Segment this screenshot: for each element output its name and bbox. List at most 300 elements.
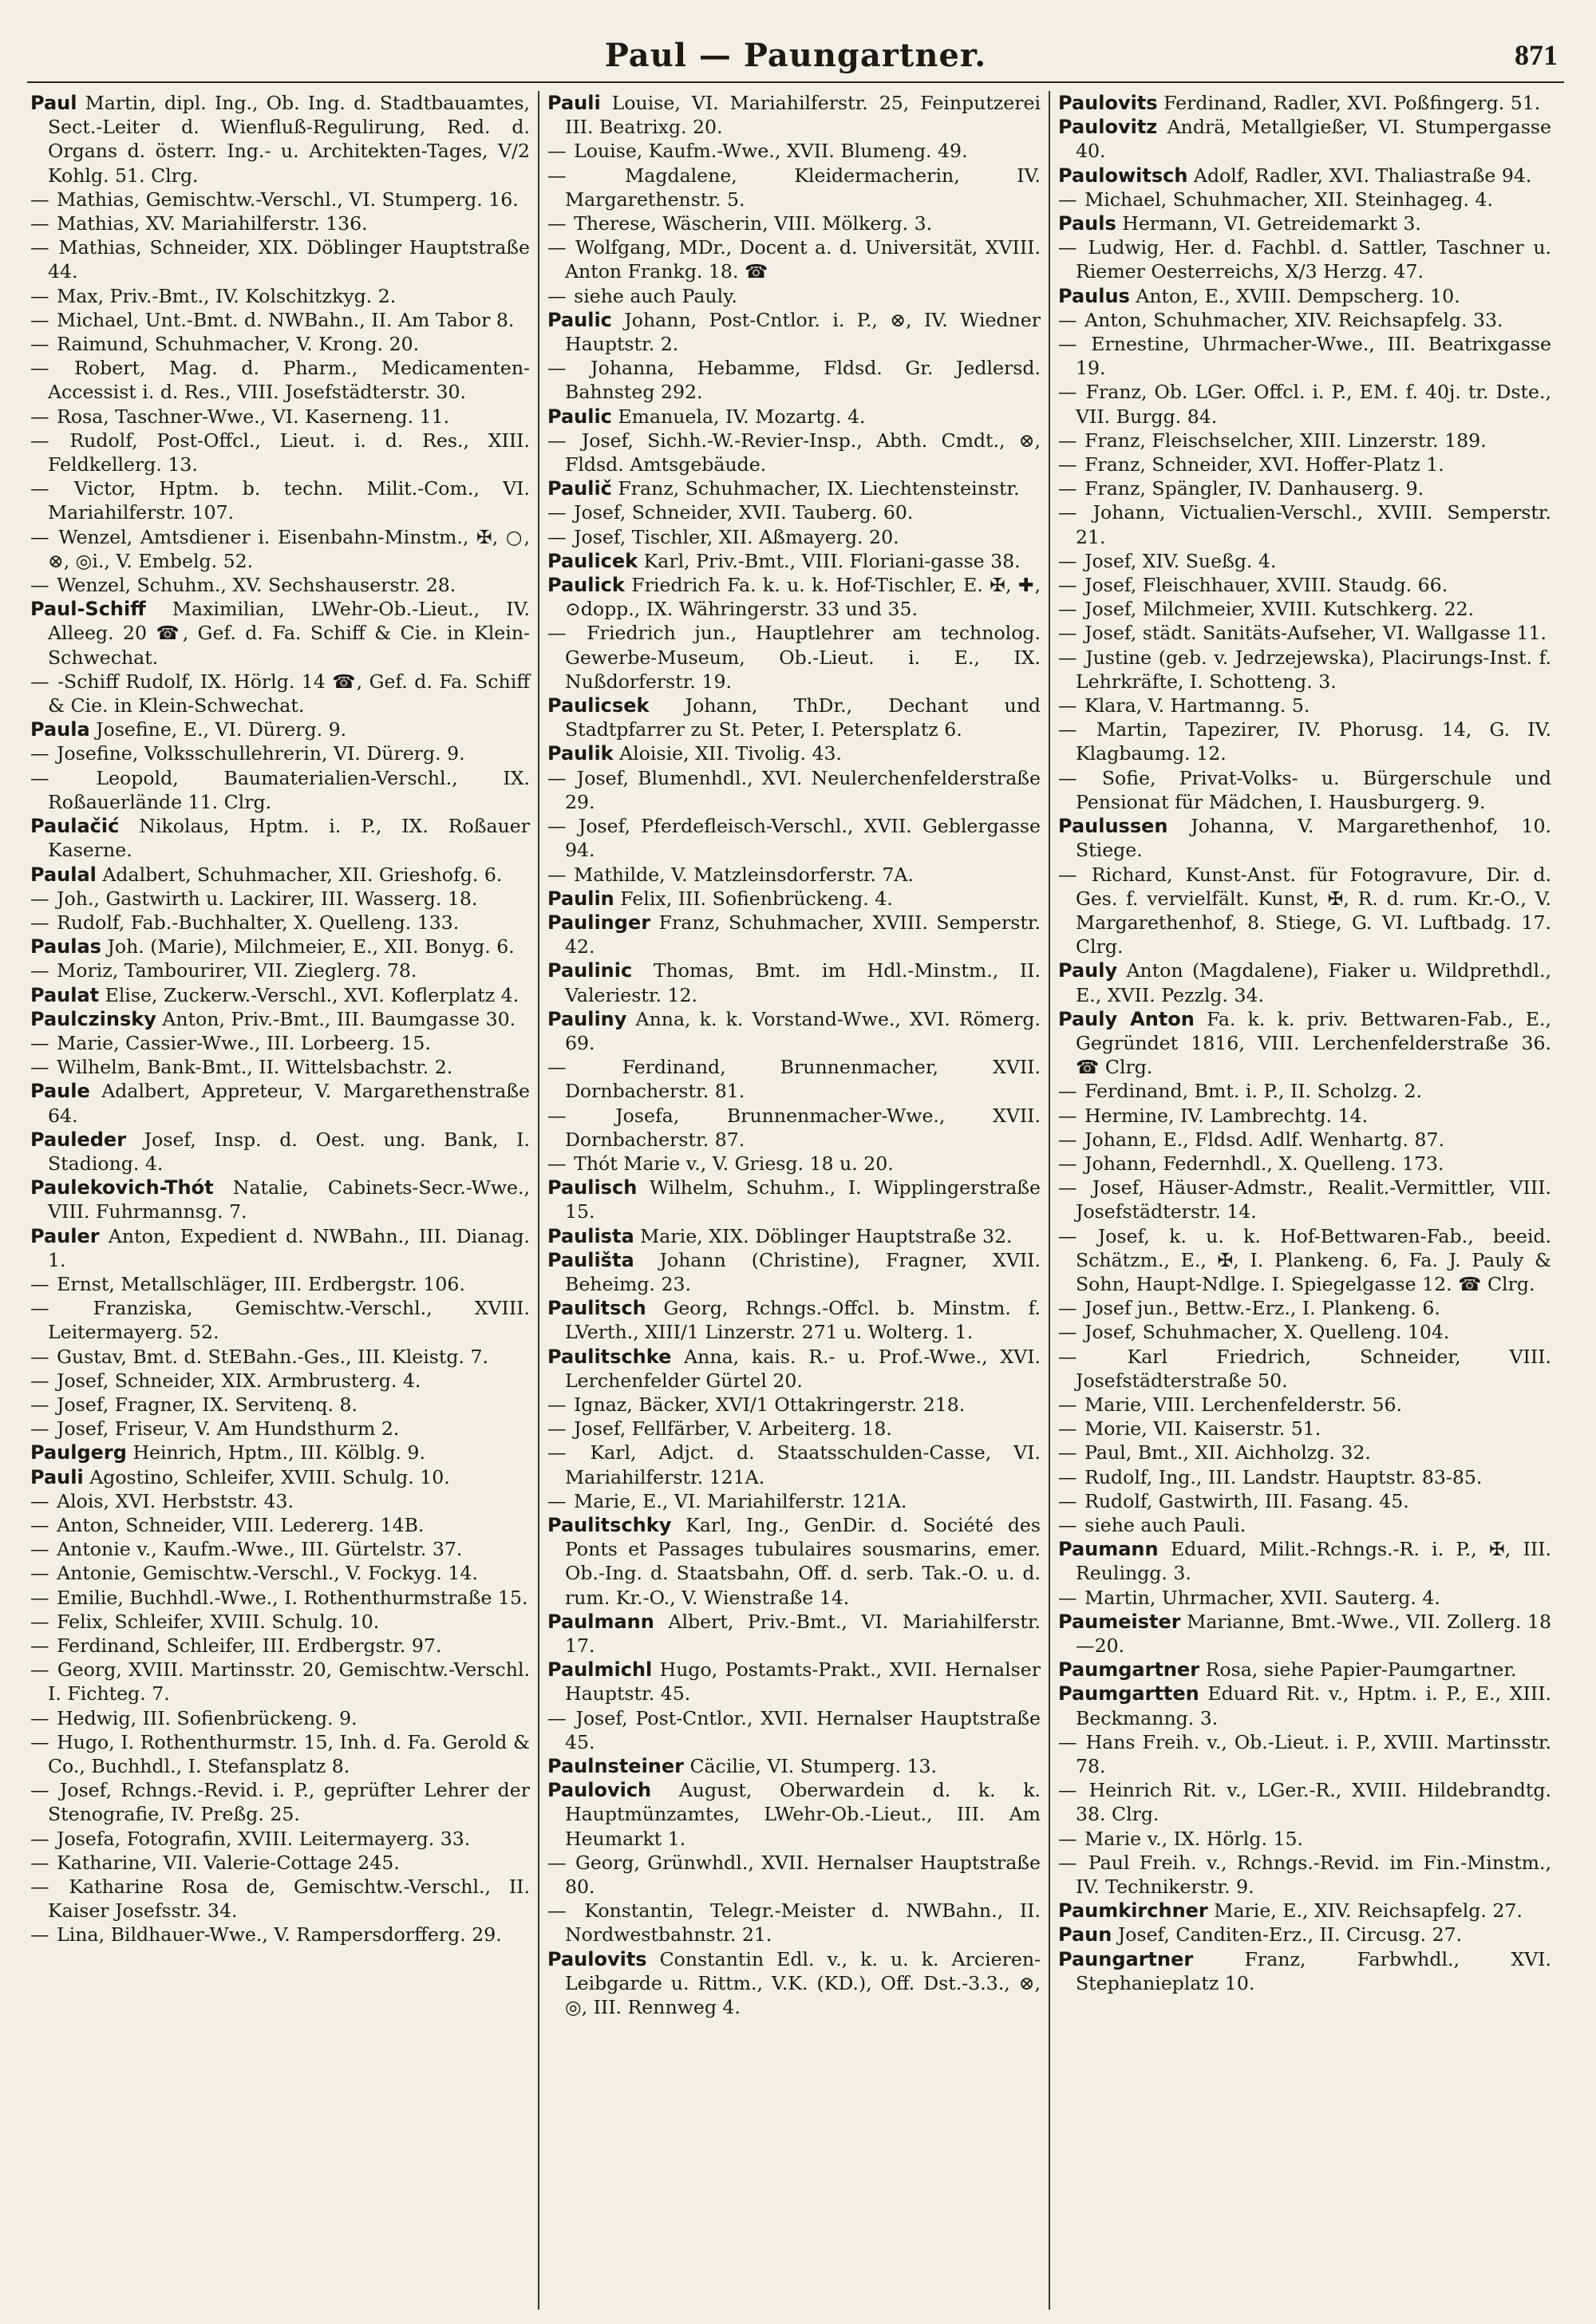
entry-surname: Paulinic [547,959,633,982]
ditto-dash: — [1058,718,1095,741]
directory-subentry [30,958,530,982]
entry-text: Josefine, Volksschullehrerin, VI. Dürerg. 9. [57,742,465,765]
entry-text: Thót Marie v., V. Griesg. 18 u. 20. [574,1152,894,1175]
directory-subentry [547,429,1041,476]
directory-subentry [30,766,530,814]
entry-text: Ferdinand, Brunnenmacher, XVII. Dornbacherstr. 81. [565,1056,1041,1103]
directory-entry [30,863,530,887]
entry-text: Hugo, Postamts-Prakt., XVII. Hernalser Hauptstr. 45. [565,1658,1041,1705]
directory-subentry [30,1778,530,1826]
directory-subentry [1058,188,1551,211]
ditto-dash: — [1058,574,1084,597]
entry-surname: Paulat [30,983,100,1006]
ditto-dash: — [30,1417,56,1441]
entry-text: Marie v., IX. Hörlg. 15. [1084,1827,1303,1850]
ditto-dash: — [30,477,73,500]
ditto-dash: — [547,140,573,163]
directory-entry [547,694,1041,741]
entry-text: Josef, Fellfärber, V. Arbeiterg. 18. [574,1417,892,1441]
entry-text: Victor, Hptm. b. techn. Milit.-Com., VI. Mariahilferstr. 107. [48,477,530,524]
entry-text: Ernst, Metallschläger, III. Erdbergstr. 106. [57,1272,465,1295]
entry-text: Karl, Adjct. d. Staatsschulden-Casse, VI. Mariahilferstr. 121A. [565,1441,1041,1488]
entry-text: Marie, E., VI. Mariahilferstr. 121A. [574,1489,907,1512]
directory-subentry [30,1369,530,1393]
ditto-dash: — [1058,477,1084,500]
entry-text: Josefa, Brunnenmacher-Wwe., XVII. Dornbacherstr. 87. [565,1104,1041,1151]
entry-text: Josef, XIV. Sueßg. 4. [1084,549,1277,572]
entry-text: Joh. (Marie), Milchmeier, E., XII. Bonyg. 6. [107,935,515,958]
entry-text: Moriz, Tambourirer, VII. Zieglerg. 78. [57,959,417,982]
entry-text: Friedrich jun., Hauptlehrer am technolog. Gewerbe-Museum, Ob.-Lieut. i. E., IX. Nußdorferstr. 19. [565,622,1041,693]
entry-text: Elise, Zuckerw.-Verschl., XVI. Koflerplatz 4. [105,983,519,1006]
entry-text: Wolfgang, MDr., Docent a. d. Universität, XVIII. Anton Frankg. 18. ☎ [565,236,1041,283]
entry-text: Georg, Grünwhdl., XVII. Hernalser Hauptstraße 80. [565,1851,1041,1899]
entry-text: Konstantin, Telegr.-Meister d. NWBahn., II. Nordwestbahnstr. 21. [565,1899,1041,1947]
entry-text: Franz, Fleischselcher, XIII. Linzerstr. 189. [1084,429,1487,452]
ditto-dash: — [1058,308,1084,331]
entry-text: Johanna, Hebamme, Fldsd. Gr. Jedlersd. Bahnsteg 292. [565,357,1041,404]
directory-subentry [1058,380,1551,428]
directory-entry [30,1128,530,1176]
directory-entry [30,91,530,188]
directory-subentry [30,1923,530,1947]
directory-subentry [1058,621,1551,645]
entry-surname: Paulic [547,308,612,331]
directory-subentry [30,1296,530,1344]
directory-subentry [1058,1128,1551,1152]
entry-text: Thomas, Bmt. im Hdl.-Minstm., II. Valeriestr. 12. [565,959,1041,1006]
directory-entry [1058,1899,1551,1923]
entry-text: Josef, Canditen-Erz., II. Circusg. 27. [1117,1923,1463,1947]
entry-text: Anton (Magdalene), Fiaker u. Wildprethdl., E., XVII. Pezzlg. 34. [1076,959,1551,1006]
ditto-dash: — [1058,766,1100,789]
directory-subentry [1058,863,1551,959]
entry-surname: Paulas [30,935,101,958]
ditto-dash: — [547,815,577,838]
directory-subentry [547,621,1041,694]
directory-subentry [1058,1152,1551,1176]
directory-subentry [30,1513,530,1537]
ditto-dash: — [547,1706,575,1729]
ditto-dash: — [1058,1851,1087,1874]
entry-text: Hugo, I. Rothenthurmstr. 15, Inh. d. Fa. Gerold & Co., Buchhdl., I. Stefansplatz 8. [48,1730,530,1778]
entry-text: Franz, Schuhmacher, IX. Liechtensteinstr. [618,477,1020,500]
page-number: 871 [1515,39,1558,71]
entry-surname: Paulmann [547,1610,654,1633]
ditto-dash: — [30,525,57,548]
entry-text: Josef, Blumenhdl., XVI. Neulerchenfelderstraße 29. [565,766,1041,813]
entry-text: Maximilian, LWehr-Ob.-Lieut., IV. Alleeg. 20 ☎, Gef. d. Fa. Schiff & Cie. in Klein-Schwechat. [48,598,530,669]
entry-surname: Paumkirchner [1058,1899,1208,1923]
column-2 [538,91,1049,2310]
directory-entry [547,741,1041,765]
entry-text: Josef, Tischler, XII. Aßmayerg. 20. [574,525,899,548]
directory-entry [1058,284,1551,308]
entry-text: Josef, städt. Sanitäts-Aufseher, VI. Wallgasse 11. [1084,622,1547,645]
ditto-dash: — [30,212,56,235]
directory-entry [547,549,1041,573]
directory-subentry [30,1706,530,1730]
directory-entry [547,1610,1041,1658]
entry-text: Rudolf, Ing., III. Landstr. Hauptstr. 83-85. [1084,1465,1483,1488]
entry-text: Anna, k. k. Vorstand-Wwe., XVI. Römerg. 69. [565,1007,1041,1054]
entry-text: Raimund, Schuhmacher, V. Krong. 20. [57,333,420,356]
entry-text: Mathias, Schneider, XIX. Döblinger Hauptstraße 44. [48,236,531,283]
entry-text: Johann, Post-Cntlor. i. P., ⊗, IV. Wiedner Hauptstr. 2. [565,308,1041,356]
ditto-dash: — [30,188,56,211]
ditto-dash: — [1058,1128,1084,1151]
entry-surname: Paul [30,92,77,114]
directory-subentry [30,1561,530,1585]
entry-text: Emanuela, IV. Mozartg. 4. [618,405,866,428]
directory-entry [1058,91,1551,115]
ditto-dash: — [1058,1224,1096,1247]
directory-entry [30,935,530,958]
directory-entry [1058,1007,1551,1080]
entry-text: Rudolf, Fab.-Buchhalter, X. Quelleng. 133. [57,911,460,934]
ditto-dash: — [547,622,586,645]
directory-subentry [1058,1513,1551,1537]
directory-subentry [547,1152,1041,1176]
ditto-dash: — [1058,1321,1084,1344]
ditto-dash: — [1058,1730,1084,1753]
directory-entry [30,717,530,741]
directory-subentry [547,500,1041,524]
entry-text: Hermine, IV. Lambrechtg. 14. [1084,1104,1369,1127]
entry-text: Ignaz, Bäcker, XVI/1 Ottakringerstr. 218. [574,1393,966,1416]
ditto-dash: — [1058,1297,1084,1320]
entry-text: Justine (geb. v. Jedrzejewska), Placirungs-Inst. f. Lehrkräfte, I. Schotteng. 3. [1076,646,1551,693]
directory-entry [547,1947,1041,2020]
ditto-dash: — [547,1417,573,1441]
ditto-dash: — [547,1851,574,1874]
directory-subentry [547,1489,1041,1513]
ditto-dash: — [30,766,95,789]
entry-surname: Paulczinsky [30,1007,156,1030]
entry-surname: Paulista [547,1224,634,1247]
entry-text: Karl Friedrich, Schneider, VIII. Josefstädterstraße 50. [1076,1345,1551,1392]
columns [27,91,1564,2310]
ditto-dash: — [1058,1513,1084,1536]
directory-entry [1058,958,1551,1006]
entry-surname: Paulowitsch [1058,164,1188,187]
ditto-dash: — [547,1441,589,1464]
entry-surname: Paulick [547,574,625,597]
entry-text: Adalbert, Schuhmacher, XII. Grieshofg. 6. [102,863,503,886]
entry-surname: Pauly Anton [1058,1007,1195,1030]
directory-subentry [547,1706,1041,1754]
directory-subentry [30,356,530,404]
directory-subentry [547,139,1041,163]
entry-text: Heinrich Rit. v., LGer.-R., XVIII. Hildebrandtg. 38. Clrg. [1076,1779,1551,1826]
ditto-dash: — [547,236,574,259]
ditto-dash: — [1058,863,1090,886]
entry-text: Morie, VII. Kaiserstr. 51. [1084,1417,1321,1441]
ditto-dash: — [547,1393,573,1416]
directory-subentry [1058,500,1551,548]
directory-entry [30,597,530,670]
entry-text: Franz, Farbwhdl., XVI. Stephanieplatz 10. [1076,1947,1551,1994]
entry-text: Josef, Pferdefleisch-Verschl., XVII. Geblergasse 94. [565,815,1041,862]
directory-subentry [30,1393,530,1417]
directory-subentry [30,573,530,597]
entry-text: Eduard Rit. v., Hptm. i. P., E., XIII. Beckmanng. 3. [1076,1682,1552,1729]
entry-text: Ludwig, Her. d. Fachbl. d. Sattler, Taschner u. Riemer Oesterreichs, X/3 Herzg. 47. [1076,236,1552,283]
entry-text: siehe auch Pauly. [574,284,737,307]
entry-text: Josef, Schneider, XVII. Tauberg. 60. [574,501,914,524]
ditto-dash: — [547,284,573,307]
entry-text: Anton, Schuhmacher, XIV. Reichsapfelg. 33. [1084,308,1503,331]
directory-subentry [547,235,1041,283]
entry-text: Gustav, Bmt. d. StEBahn.-Ges., III. Kleistg. 7. [57,1345,489,1368]
ditto-dash: — [30,574,56,597]
directory-entry [547,91,1041,139]
entry-text: Emilie, Buchhdl.-Wwe., I. Rothenthurmstraße 15. [57,1586,528,1609]
directory-entry [547,1658,1041,1705]
directory-subentry [1058,429,1551,453]
entry-text: Martin, Uhrmacher, XVII. Sauterg. 4. [1084,1586,1440,1609]
directory-subentry [30,1345,530,1369]
entry-text: Hermann, VI. Getreidemarkt 3. [1122,212,1421,235]
entry-text: Friedrich Fa. k. u. k. Hof-Tischler, E. ✠, ✚, ⊙dopp., IX. Währingerstr. 33 und 35. [565,574,1041,621]
directory-subentry [1058,1778,1551,1826]
entry-text: Magdalene, Kleidermacherin, IV. Margarethenstr. 5. [565,164,1041,211]
directory-subentry [1058,453,1551,476]
entry-text: Franz, Spängler, IV. Danhauserg. 9. [1084,477,1424,500]
directory-entry [1058,814,1551,862]
entry-text: siehe auch Pauli. [1084,1513,1246,1536]
entry-text: Louise, VI. Mariahilferstr. 25, Feinputzerei III. Beatrixg. 20. [565,92,1041,139]
entry-surname: Paulovich [547,1779,652,1802]
directory-entry [1058,1658,1551,1682]
entry-text: Paul, Bmt., XII. Aichholzg. 32. [1084,1441,1371,1464]
entry-text: Cäcilie, VI. Stumperg. 13. [689,1755,937,1778]
ditto-dash: — [1058,1489,1084,1512]
directory-entry [547,1007,1041,1055]
ditto-dash: — [1058,549,1084,572]
entry-surname: Paulisch [547,1176,638,1200]
entry-text: Paul Freih. v., Rchngs.-Revid. im Fin.-Minstm., IV. Technikerstr. 9. [1076,1851,1551,1899]
page-title: Paul — Paungartner. [604,37,987,74]
entry-text: Josef, Sichh.-W.-Revier-Insp., Abth. Cmdt., ⊗, Fldsd. Amtsgebäude. [565,429,1041,476]
entry-text: Josef, Fragner, IX. Servitenq. 8. [57,1393,358,1416]
directory-subentry [30,1634,530,1658]
entry-text: Max, Priv.-Bmt., IV. Kolschitzkyg. 2. [57,284,397,307]
entry-text: Richard, Kunst-Anst. für Fotogravure, Dir. d. Ges. f. vervielfält. Kunst, ✠, R. d. rum. Kr.-O., V. Margarethenhof, 8. Stiege, G. VI. Luftbadg. 17. Clrg. [1076,863,1551,958]
page-header [27,32,1564,83]
ditto-dash: — [547,1152,573,1175]
ditto-dash: — [547,1104,614,1127]
directory-subentry [30,405,530,429]
entry-text: Albert, Priv.-Bmt., VI. Mariahilferstr. 17. [565,1610,1041,1657]
entry-surname: Paulic [547,405,612,428]
directory-subentry [30,1827,530,1851]
directory-subentry [30,235,530,283]
directory-subentry [1058,1296,1551,1320]
directory-subentry [30,1272,530,1296]
entry-surname: Paulič [547,477,612,500]
directory-subentry [1058,1851,1551,1899]
entry-text: Michael, Unt.-Bmt. d. NWBahn., II. Am Tabor 8. [57,308,515,331]
ditto-dash: — [30,1562,56,1585]
entry-text: Alois, XVI. Herbststr. 43. [57,1489,294,1512]
directory-subentry [30,1658,530,1705]
directory-entry [547,1754,1041,1778]
directory-entry [547,1248,1041,1296]
ditto-dash: — [30,308,56,331]
ditto-dash: — [30,1923,56,1947]
column-3 [1049,91,1559,2310]
ditto-dash: — [30,405,56,428]
entry-text: Eduard, Milit.-Rchngs.-R. i. P., ✠, III. Reulingg. 3. [1076,1538,1552,1585]
entry-text: Ferdinand, Radler, XVI. Poßfingerg. 51. [1163,92,1541,114]
ditto-dash: — [30,236,57,259]
ditto-dash: — [30,959,56,982]
ditto-dash: — [547,429,580,452]
entry-surname: Paulus [1058,284,1130,307]
directory-subentry [547,1104,1041,1152]
directory-subentry [30,1730,530,1778]
directory-subentry [30,1417,530,1441]
directory-subentry [30,1537,530,1561]
ditto-dash: — [1058,1393,1084,1416]
entry-surname: Pauli [30,1465,84,1488]
entry-text: Martin, Tapezirer, IV. Phorusg. 14, G. IV. Klagbaumg. 12. [1076,718,1552,765]
directory-subentry [30,887,530,911]
entry-text: Anton, Priv.-Bmt., III. Baumgasse 30. [162,1007,516,1030]
entry-surname: Paumgartten [1058,1682,1199,1705]
entry-text: Ernestine, Uhrmacher-Wwe., III. Beatrixgasse 19. [1076,333,1551,380]
ditto-dash: — [30,1513,56,1536]
entry-text: Andrä, Metallgießer, VI. Stumpergasse 40. [1076,116,1551,163]
directory-subentry [1058,476,1551,500]
directory-subentry [1058,1320,1551,1344]
entry-surname: Paulovits [547,1947,647,1970]
entry-text: Joh., Gastwirth u. Lackirer, III. Wasserg. 18. [57,887,478,910]
ditto-dash: — [30,911,56,934]
ditto-dash: — [30,742,56,765]
entry-surname: Paumgartner [1058,1658,1200,1682]
directory-entry [547,1778,1041,1851]
entry-surname: Pauls [1058,212,1116,235]
entry-text: Antonie, Gemischtw.-Verschl., V. Fockyg. 14. [57,1562,478,1585]
directory-entry [30,1465,530,1489]
entry-text: Josef, Schuhmacher, X. Quelleng. 104. [1084,1321,1450,1344]
entry-text: Josef, Fleischhauer, XVIII. Staudg. 66. [1084,574,1448,597]
entry-text: Katharine, VII. Valerie-Cottage 245. [57,1851,400,1874]
directory-entry [1058,1947,1551,1995]
entry-surname: Paulgerg [30,1441,127,1464]
ditto-dash: — [30,1610,56,1633]
entry-text: Marie, XIX. Döblinger Hauptstraße 32. [640,1224,1013,1247]
directory-subentry [1058,1345,1551,1393]
ditto-dash: — [1058,1176,1091,1200]
entry-surname: Paulmichl [547,1658,653,1682]
directory-subentry [1058,1176,1551,1223]
entry-text: Josefine, E., VI. Dürerg. 9. [96,718,347,741]
entry-surname: Pauly [1058,959,1118,982]
ditto-dash: — [1058,429,1084,452]
ditto-dash: — [1058,1465,1084,1488]
directory-subentry [547,1055,1041,1103]
entry-text: Anton, E., XVIII. Dempscherg. 10. [1136,284,1460,307]
entry-text: Therese, Wäscherin, VIII. Mölkerg. 3. [574,212,933,235]
ditto-dash: — [1058,1345,1126,1368]
entry-text: Josef, Post-Cntlor., XVII. Hernalser Hauptstraße 45. [565,1706,1041,1753]
directory-entry [30,1007,530,1031]
entry-text: Fa. k. k. priv. Bettwaren-Fab., E., Gegründet 1816, VIII. Lerchenfelderstraße 36. ☎ Clrg. [1076,1007,1551,1079]
directory-entry [547,887,1041,911]
directory-subentry [547,1441,1041,1488]
directory-subentry [547,164,1041,211]
ditto-dash: — [30,357,73,380]
directory-subentry [547,814,1041,862]
directory-subentry [1058,1104,1551,1128]
entry-surname: Paula [30,718,90,741]
ditto-dash: — [1058,381,1084,404]
entry-text: Georg, XVIII. Martinsstr. 20, Gemischtw.-Verschl. I. Fichteg. 7. [48,1658,531,1705]
entry-text: Johann, ThDr., Dechant und Stadtpfarrer zu St. Peter, I. Petersplatz 6. [565,694,1041,741]
entry-surname: Paulitschke [547,1345,672,1368]
entry-text: Robert, Mag. d. Pharm., Medicamenten-Accessist i. d. Res., VIII. Josefstädterstr. 30. [48,357,530,404]
entry-text: Natalie, Cabinets-Secr.-Wwe., VIII. Fuhrmannsg. 7. [48,1176,530,1223]
directory-subentry [1058,694,1551,717]
directory-subentry [30,1875,530,1923]
entry-surname: Paul-Schiff [30,598,146,621]
entry-text: Antonie v., Kaufm.-Wwe., III. Gürtelstr. 37. [57,1538,463,1561]
entry-text: Rudolf, Post-Offcl., Lieut. i. d. Res., XIII. Feldkellerg. 13. [48,429,530,476]
directory-subentry [547,863,1041,887]
ditto-dash: — [30,1297,92,1320]
ditto-dash: — [547,501,573,524]
ditto-dash: — [547,863,573,886]
directory-subentry [1058,235,1551,283]
directory-subentry [1058,1489,1551,1513]
entry-text: Felix, III. Sofienbrückeng. 4. [620,887,893,910]
entry-text: Anton, Schneider, VIII. Ledererg. 14B. [57,1513,425,1536]
directory-entry [30,983,530,1007]
entry-text: Agostino, Schleifer, XVIII. Schulg. 10. [89,1465,450,1488]
directory-subentry [1058,1417,1551,1441]
directory-entry [30,1176,530,1223]
directory-entry [1058,211,1551,235]
ditto-dash: — [1058,1779,1088,1802]
entry-text: Nikolaus, Hptm. i. P., IX. Roßauer Kaserne. [48,815,531,862]
directory-entry [547,1224,1041,1248]
entry-text: Karl, Priv.-Bmt., VIII. Floriani-gasse 38. [643,549,1021,572]
entry-text: Georg, Rchngs.-Offcl. b. Minstm. f. LVerth., XIII/1 Linzerstr. 271 u. Wolterg. 1. [565,1297,1041,1344]
directory-subentry [30,1031,530,1055]
entry-surname: Paulik [547,742,614,765]
entry-text: Wilhelm, Bank-Bmt., II. Wittelsbachstr. 2. [57,1056,453,1079]
entry-surname: Pauliny [547,1007,627,1030]
directory-entry [547,1176,1041,1223]
entry-surname: Paulekovich-Thót [30,1176,214,1200]
directory-subentry [1058,597,1551,621]
entry-text: Mathias, XV. Mariahilferstr. 136. [57,212,368,235]
entry-text: Josef, Friseur, V. Am Hundsthurm 2. [57,1417,400,1441]
entry-text: Aloisie, XII. Tivolig. 43. [619,742,843,765]
entry-surname: Pauli [547,92,601,114]
directory-entry [547,476,1041,500]
directory-subentry [30,911,530,935]
entry-text: Johann (Christine), Fragner, XVII. Beheimg. 23. [565,1248,1041,1295]
directory-subentry [30,284,530,308]
directory-subentry [30,308,530,332]
entry-surname: Paumeister [1058,1610,1181,1633]
entry-text: Ferdinand, Schleifer, III. Erdbergstr. 97. [57,1634,442,1657]
ditto-dash: — [547,164,624,187]
